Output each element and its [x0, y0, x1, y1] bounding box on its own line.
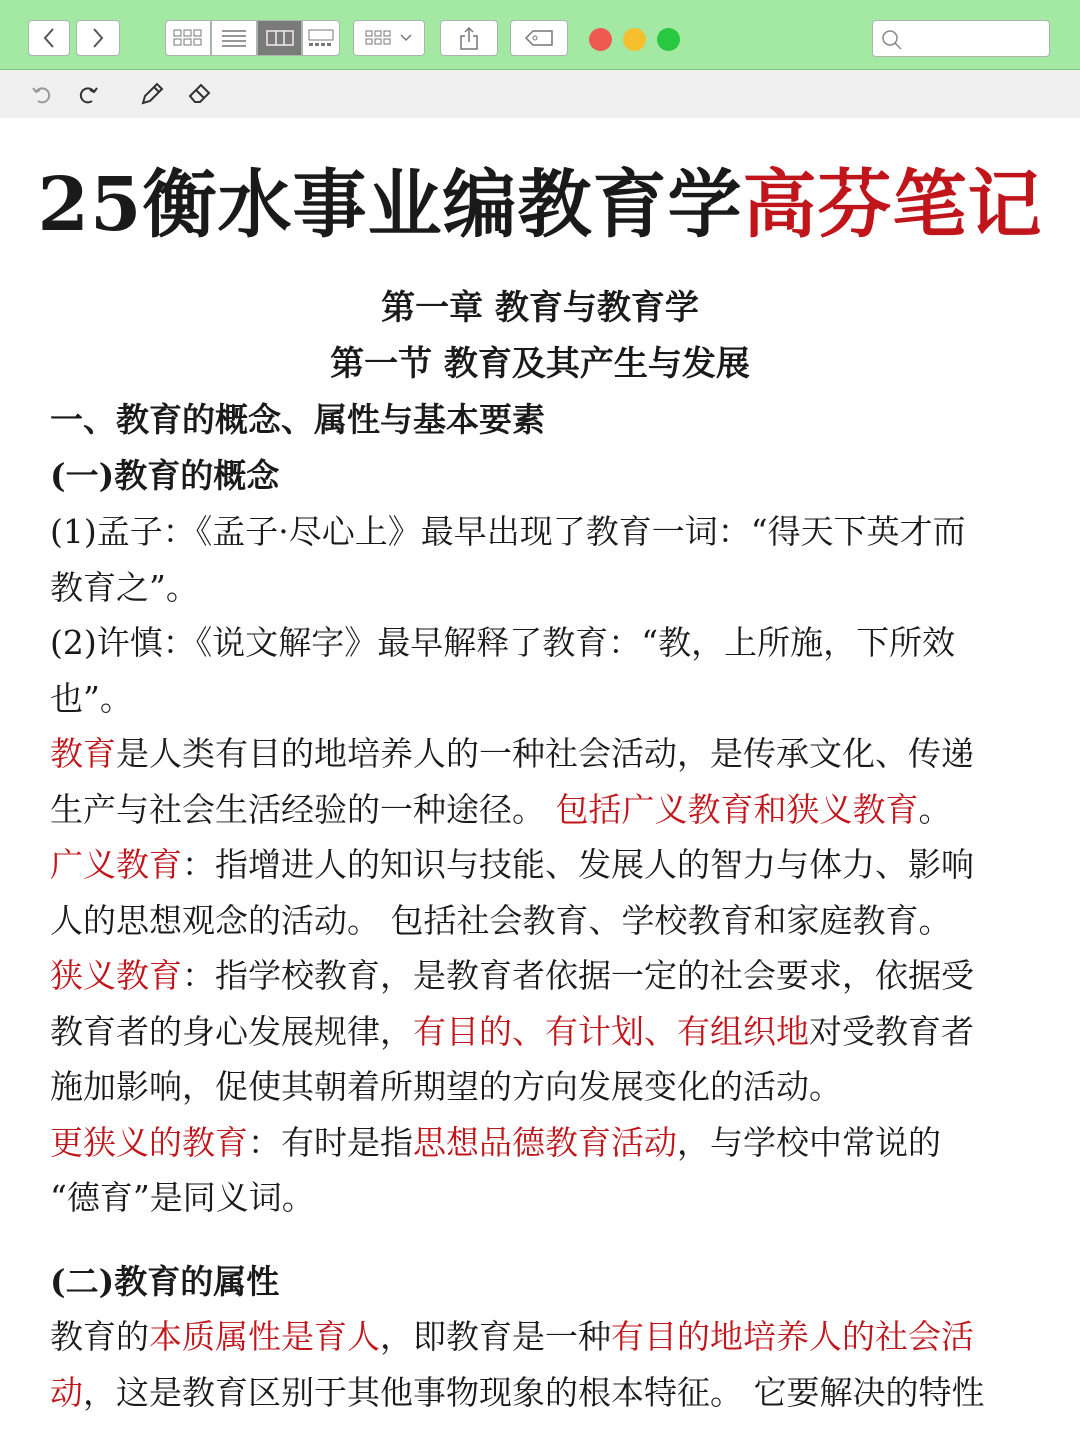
gallery-view-button[interactable]: [302, 20, 340, 56]
text-span: 是人类有目的地培养人的一种社会活动，是传承文化、传递: [116, 734, 974, 773]
paragraph-line: 也”。: [50, 679, 133, 718]
column-view-button[interactable]: [257, 20, 302, 56]
grid-view-button[interactable]: [165, 20, 211, 56]
eraser-button[interactable]: [186, 80, 214, 108]
group-icon: [364, 29, 414, 47]
heading-concept: (一)教育的概念: [50, 456, 280, 495]
text-span: 教育的: [50, 1317, 149, 1356]
paragraph-line: 教育之”。: [50, 568, 199, 607]
text-span: ，与学校中常说的: [677, 1123, 941, 1162]
chapter-heading: 第一章 教育与教育学: [381, 288, 699, 328]
term-highlight: 有目的、有计划、有组织地: [413, 1012, 809, 1051]
text-span: 教育者的身心发展规律，: [50, 1012, 413, 1051]
page-title: [0, 160, 1080, 250]
heading-level-1: 一、教育的概念、属性与基本要素: [50, 400, 545, 439]
paragraph-line: “德育”是同义词。: [50, 1178, 315, 1217]
text-span: ：指学校教育，是教育者依据一定的社会要求，依据受: [182, 956, 974, 995]
window-toolbar: [0, 0, 1080, 70]
term-highlight: 狭义教育: [50, 956, 182, 995]
title-highlight: 高芬笔记: [742, 162, 1043, 248]
list-view-icon: [221, 29, 247, 47]
paragraph-line: [50, 1115, 1040, 1171]
term-highlight: 包括广义教育和狭义教育: [555, 790, 919, 829]
gallery-view-icon: [307, 29, 335, 47]
text-span: ：有时是指: [248, 1123, 413, 1162]
forward-icon: [91, 27, 105, 49]
zoom-window-button[interactable]: [657, 28, 680, 51]
undo-button[interactable]: [28, 80, 56, 108]
paragraph-line: [50, 948, 1040, 1004]
list-view-button[interactable]: [211, 20, 257, 56]
search-input[interactable]: [872, 20, 1050, 57]
pencil-icon: [139, 81, 165, 107]
share-icon: [459, 25, 479, 51]
text-span: ：指增进人的知识与技能、发展人的智力与体力、影响: [182, 845, 974, 884]
term-highlight: 有目的地培养人的社会活: [611, 1317, 974, 1356]
paragraph-line: [50, 726, 1040, 782]
group-button[interactable]: [353, 20, 425, 56]
column-view-icon: [266, 29, 294, 47]
close-window-button[interactable]: [589, 28, 612, 51]
term-highlight: 教育: [50, 734, 116, 773]
term-highlight: 广义教育: [50, 845, 182, 884]
term-highlight: 更狭义的教育: [50, 1123, 248, 1162]
title-main: 25衡水事业编教育学: [37, 162, 743, 248]
redo-icon: [76, 82, 100, 106]
text-span: 。: [918, 790, 952, 829]
back-icon: [42, 27, 56, 49]
term-highlight: 思想品德教育活动: [413, 1123, 677, 1162]
back-button[interactable]: [28, 20, 70, 56]
tag-button[interactable]: [510, 20, 568, 56]
redo-button[interactable]: [74, 80, 102, 108]
text-span: 生产与社会生活经验的一种途径。: [50, 790, 545, 829]
term-highlight: 本质属性是育人: [149, 1317, 380, 1356]
minimize-window-button[interactable]: [623, 28, 646, 51]
section-heading: 第一节 教育及其产生与发展: [330, 344, 750, 384]
tag-icon: [524, 29, 554, 47]
pencil-button[interactable]: [138, 80, 166, 108]
paragraph-line: [50, 1004, 1040, 1060]
paragraph-line: (1)孟子：《孟子·尽心上》最早出现了教育一词：“得天下英才而: [50, 512, 966, 551]
paragraph-line: [50, 837, 1040, 893]
search-icon: [881, 29, 903, 51]
eraser-icon: [187, 81, 213, 107]
paragraph-line: 施加影响，促使其朝着所期望的方向发展变化的活动。: [50, 1067, 842, 1106]
undo-icon: [30, 82, 54, 106]
paragraph-line: [50, 1365, 1040, 1421]
paragraph-line: [50, 1309, 1040, 1365]
text-span: ，即教育是一种: [380, 1317, 611, 1356]
paragraph-line: (2)许慎：《说文解字》最早解释了教育：“教，上所施，下所效: [50, 623, 956, 662]
share-button[interactable]: [440, 20, 498, 56]
paragraph-line: 人的思想观念的活动。 包括社会教育、学校教育和家庭教育。: [50, 901, 952, 940]
forward-button[interactable]: [76, 20, 120, 56]
paragraph-line: [50, 782, 1040, 838]
heading-attributes: (二)教育的属性: [50, 1262, 280, 1301]
text-span: 对受教育者: [809, 1012, 974, 1051]
text-span: ，这是教育区别于其他事物现象的根本特征。 它要解决的特性: [83, 1373, 985, 1412]
term-highlight: 动: [50, 1373, 83, 1412]
grid-view-icon: [173, 29, 203, 47]
